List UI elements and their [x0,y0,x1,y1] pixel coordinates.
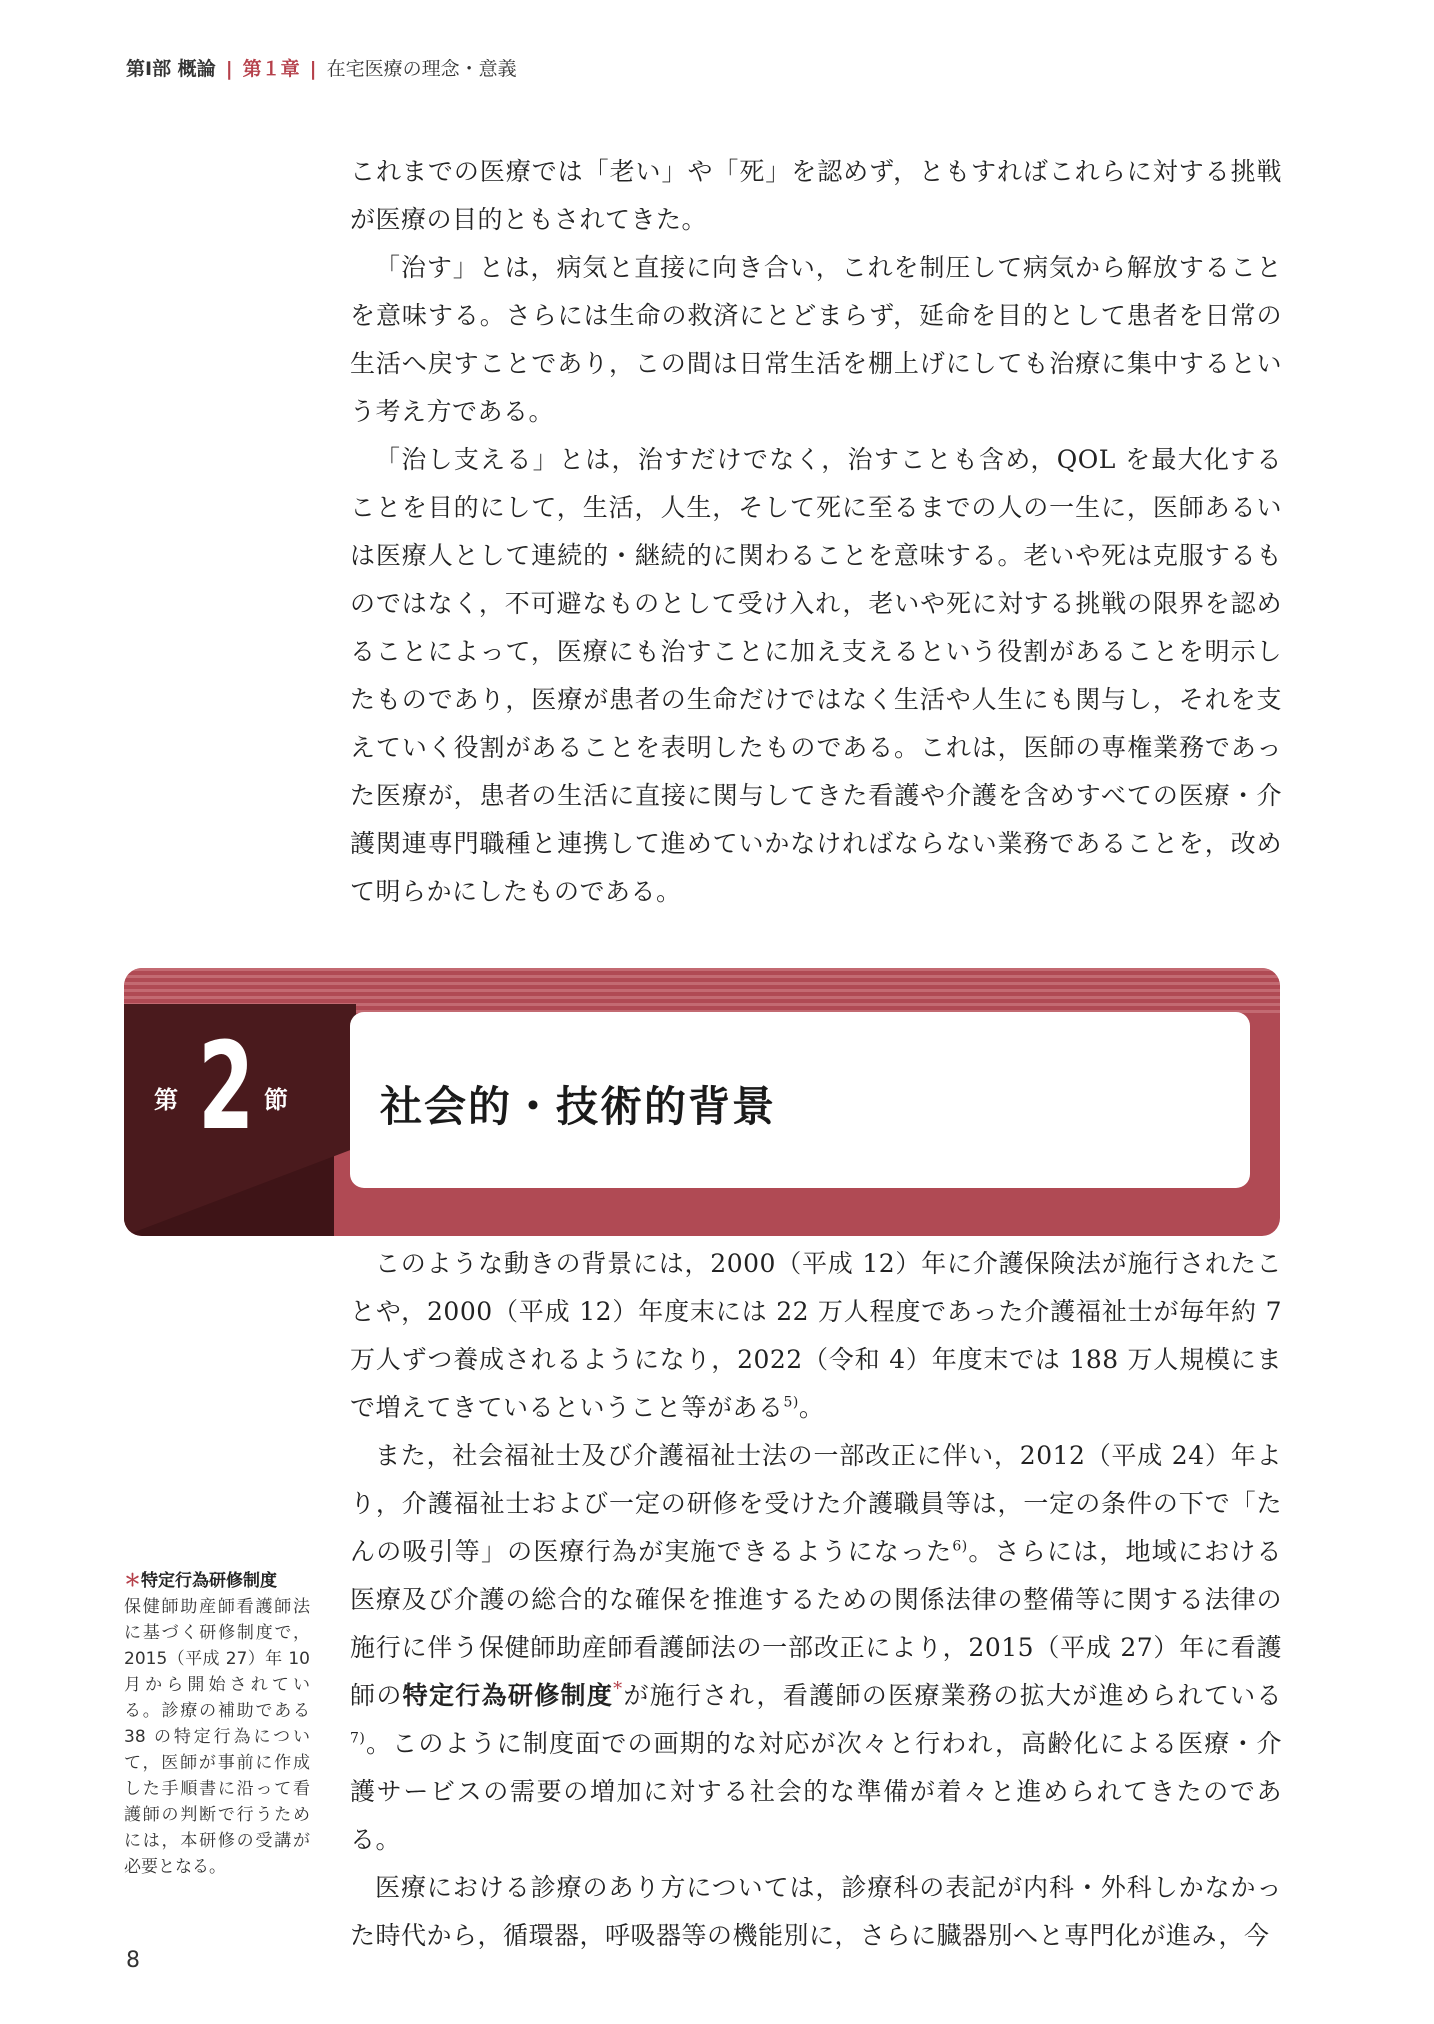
header-separator: | [225,58,233,80]
section-number: 2 [198,1018,255,1157]
paragraph-text: 。 [798,1393,825,1422]
paragraph-text: このような動きの背景には，2000（平成 12）年に介護保険法が施行されたことや，2000（平成 12）年度末には 22 万人程度であった介護福祉士が毎年約 7 万人ずつ養成されるようになり，2022（令和 4）年度末では 188 万人規模にまで増えてきているということ等がある [350,1249,1282,1422]
paragraph-text: 。このように制度面での画期的な対応が次々と行われ，高齢化による医療・介護サービスの需要の増加に対する社会的な準備が着々と進められてきたのである。 [350,1729,1282,1854]
side-note-asterisk: ＊ [124,1571,141,1591]
side-note-body: 保健師助産師看護師法に基づく研修制度で，2015（平成 27）年 10 月から開始されている。診療の補助である 38 の特定行為について，医師が事前に作成した手順書に沿って看護師の判断で行うためには，本研修の受講が必要となる。 [124,1597,310,1877]
reference-mark: 6) [952,1538,968,1555]
section-title-box [350,1012,1250,1188]
main-paragraph [350,1432,1282,1864]
section-title: 社会的・技術的背景 [380,1082,777,1131]
side-note-title [124,1568,310,1594]
running-header-chapter-title: 在宅医療の理念・意義 [326,58,517,80]
reference-mark: 5) [783,1394,799,1411]
running-header-chapter: 第１章 [242,58,300,80]
reference-mark: 7) [350,1730,366,1747]
intro-paragraph: 「治し支える」とは，治すだけでなく，治すことも含め，QOL を最大化することを目的にして，生活，人生，そして死に至るまでの人の一生に，医師あるいは医療人として連続的・継続的に関わることを意味する。老いや死は克服するものではなく，不可避なものとして受け入れ，老いや死に対する挑戦の限界を認めることによって，医療にも治すことに加え支えるという役割があることを明示したものであり，医療が患者の生命だけではなく生活や人生にも関与し，それを支えていく役割があることを表明したものである。これは，医師の専権業務であった医療が，患者の生活に直接に関与してきた看護や介護を含めすべての医療・介護関連専門職種と連携して進めていかなければならない業務であることを，改めて明らかにしたものである。 [350,445,1282,906]
running-header [126,54,517,81]
intro-text [350,148,1282,916]
page-number: 8 [126,1948,140,1973]
running-header-part: 第Ⅰ部 概論 [126,58,216,80]
paragraph-text: 。さらには，地域における医療及び介護の総合的な確保を推進するための関係法律の整備等に関する法律の施行に伴う保健師助産師看護師法の一部改正により，2015（平成 27）年に看護師の [350,1537,1282,1710]
section-suffix: 節 [264,1086,288,1114]
defined-term: 特定行為研修制度 [402,1681,614,1710]
main-text [350,1240,1282,1960]
paragraph-text: また，社会福祉士及び介護福祉士法の一部改正に伴い，2012（平成 24）年より，介護福祉士および一定の研修を受けた介護職員等は，一定の条件の下で「たんの吸引等」の医療行為が実施できるようになった [350,1441,1282,1566]
side-note [124,1568,310,1880]
intro-paragraph: 「治す」とは，病気と直接に向き合い，これを制圧して病気から解放することを意味する。さらには生命の救済にとどまらず，延命を目的として患者を日常の生活へ戻すことであり，この間は日常生活を棚上げにしても治療に集中するという考え方である。 [350,253,1282,426]
intro-paragraph: これまでの医療では「老い」や「死」を認めず，ともすればこれらに対する挑戦が医療の目的ともされてきた。 [350,157,1282,234]
section-banner [124,968,1280,1236]
section-prefix: 第 [154,1086,178,1114]
paragraph-text: が施行され，看護師の医療業務の拡大が進められている [622,1681,1282,1710]
header-separator: | [309,58,317,80]
side-note-title-text: 特定行為研修制度 [141,1571,277,1591]
main-paragraph: 医療における診療のあり方については，診療科の表記が内科・外科しかなかった時代から，循環器，呼吸器等の機能別に，さらに臓器別へと専門化が進み，今 [350,1873,1282,1950]
main-paragraph [350,1240,1282,1432]
note-asterisk: * [613,1678,623,1700]
